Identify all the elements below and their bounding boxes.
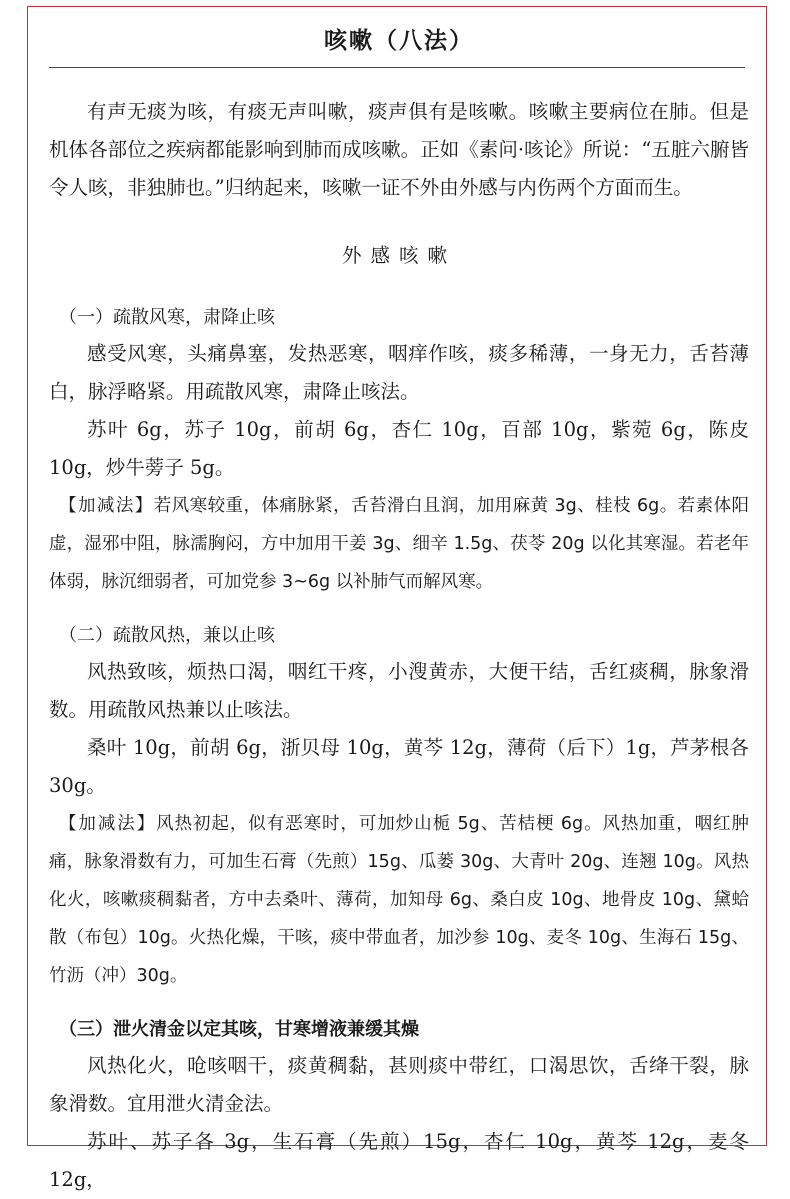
formula-paragraph: 苏叶 6g，苏子 10g，前胡 6g，杏仁 10g，百部 10g，紫菀 6g，陈皮 10g，炒牛蒡子 5g。 (49, 418, 749, 479)
modification-text: 风热初起，似有恶寒时，可加炒山栀 5g、苦桔梗 6g。风热加重，咽红肿痛，脉象滑数有力，可加生石膏（先煎）15g、瓜蒌 30g、大青叶 20g、连翘 10g。风热化火，咳嗽痰稠黏者，方中去桑叶、薄荷，加知母 6g、桑白皮 10g、地骨皮 10g、黛蛤散（布包）10g。火热化燥，干咳，痰中带血者，加沙参 10g、麦冬 10g、生海石 15g、竹沥（冲）30g。 (49, 814, 750, 986)
subsection-heading: （一）疏散风寒，肃降止咳 (59, 307, 275, 328)
symptoms-paragraph: 风热化火，呛咳咽干，痰黄稠黏，甚则痰中带红，口渴思饮，舌绛干裂，脉象滑数。宜用泄火清金法。 (49, 1054, 749, 1115)
modification-label: 【加减法】 (59, 814, 157, 834)
modification-text: 若风寒较重，体痛脉紧，舌苔滑白且润，加用麻黄 3g、桂枝 6g。若素体阳虚，湿邪中阻，脉濡胸闷，方中加用干姜 3g、细辛 1.5g、茯苓 20g 以化其寒湿。若老年体弱，脉沉细弱者，可加党参 3~6g 以补肺气而解风寒。 (49, 496, 750, 592)
page-frame (27, 6, 767, 1191)
symptoms-paragraph: 风热致咳，烦热口渴，咽红干疼，小溲黄赤，大便干结，舌红痰稠，脉象滑数。用疏散风热兼以止咳法。 (49, 660, 749, 721)
subsection-3 (49, 1013, 749, 1199)
modification-label: 【加减法】 (59, 496, 154, 516)
subsection-heading: （二）疏散风热，兼以止咳 (59, 625, 275, 646)
formula-paragraph: 苏叶、苏子各 3g，生石膏（先煎）15g，杏仁 10g，黄芩 12g，麦冬 12g， (49, 1130, 749, 1191)
subsection-2 (49, 619, 749, 995)
modification-paragraph (49, 805, 749, 995)
subsection-heading: （三）泄火清金以定其咳，甘寒增液兼缓其燥 (59, 1019, 419, 1040)
section-title: 外感咳嗽 (341, 244, 456, 267)
intro-paragraph: 有声无痰为咳，有痰无声叫嗽，痰声俱有是咳嗽。咳嗽主要病位在肺。但是机体各部位之疾病都能影响到肺而成咳嗽。正如《素问·咳论》所说：“五脏六腑皆令人咳，非独肺也。”归纳起来，咳嗽一证不外由外感与内伤两个方面而生。 (49, 100, 749, 199)
body-text (49, 69, 749, 1199)
title-rule (49, 67, 745, 68)
page-title: 咳嗽（八法） (324, 27, 474, 54)
page-content (49, 7, 749, 59)
formula-paragraph: 桑叶 10g，前胡 6g，浙贝母 10g，黄芩 12g，薄荷（后下）1g，芦茅根各 30g。 (49, 736, 749, 797)
modification-paragraph (49, 487, 749, 601)
symptoms-paragraph: 感受风寒，头痛鼻塞，发热恶寒，咽痒作咳，痰多稀薄，一身无力，舌苔薄白，脉浮略紧。用疏散风寒，肃降止咳法。 (49, 342, 749, 403)
subsection-1 (49, 301, 749, 601)
